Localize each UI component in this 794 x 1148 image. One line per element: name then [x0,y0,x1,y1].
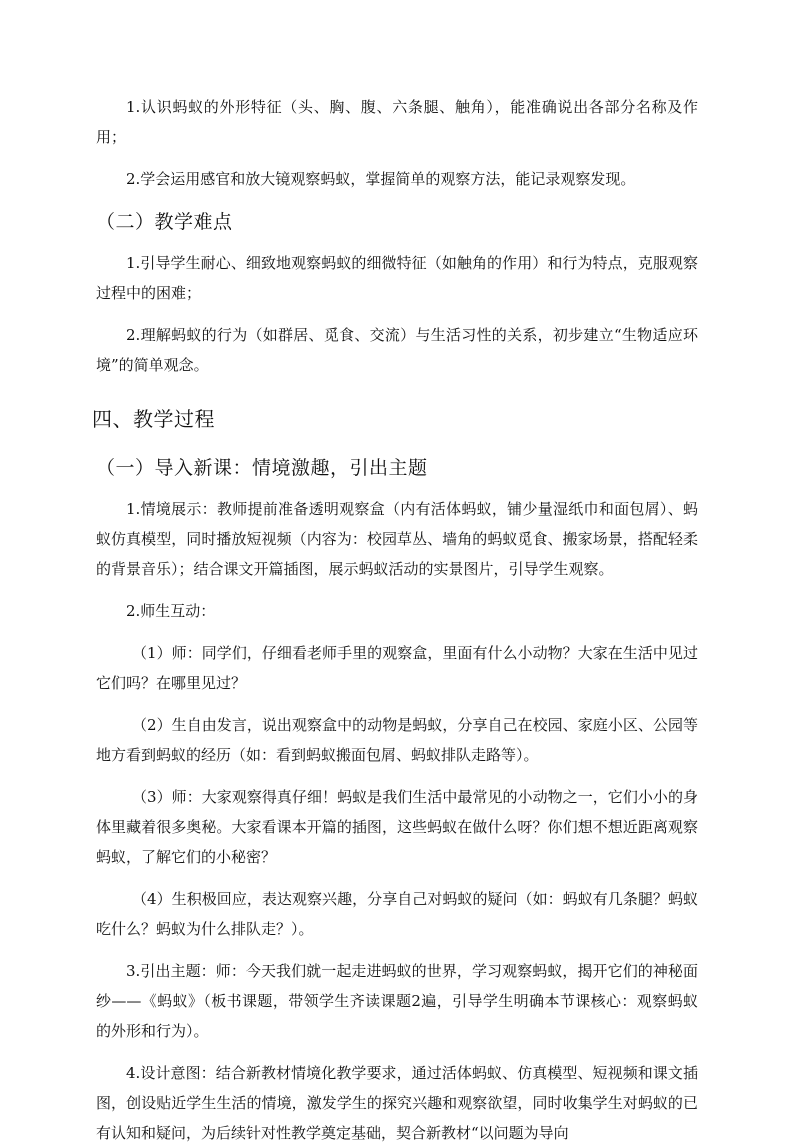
section-heading-difficulty: （二）教学难点 [96,211,233,233]
difficulty-item-2: 2.理解蚂蚁的行为（如群居、觅食、交流）与生活习性的关系，初步建立“生物适应环境”的简单观念。 [96,326,698,374]
section-heading-intro: （一）导入新课：情境激趣，引出主题 [96,457,428,479]
intro-item-3: 3.引出主题：师：今天我们就一起走进蚂蚁的世界，学习观察蚂蚁，揭开它们的神秘面纱——《蚂蚁》（板书课题，带领学生齐读课题2遍，引导学生明确本节课核心：观察蚂蚁的外形和行为）。 [96,962,698,1040]
section-heading-process: 四、教学过程 [92,407,215,431]
objective-item-2: 2.学会运用感官和放大镜观察蚂蚁，掌握简单的观察方法，能记录观察发现。 [126,170,636,188]
interaction-step-3: （3）师：大家观察得真仔细！蚂蚁是我们生活中最常见的小动物之一，它们小小的身体里藏着很多奥秘。大家看课本开篇的插图，这些蚂蚁在做什么呀？你们想不想近距离观察蚂蚁，了解它们的小秘密？ [96,788,698,866]
intro-item-1: 1.情境展示：教师提前准备透明观察盒（内有活体蚂蚁，铺少量湿纸巾和面包屑）、蚂蚁仿真模型，同时播放短视频（内容为：校园草丛、墙角的蚂蚁觅食、搬家场景，搭配轻柔的背景音乐）；结合课文开篇插图，展示蚂蚁活动的实景图片，引导学生观察。 [96,500,698,578]
intro-item-2: 2.师生互动： [126,602,216,620]
interaction-step-2: （2）生自由发言，说出观察盒中的动物是蚂蚁，分享自己在校园、家庭小区、公园等地方看到蚂蚁的经历（如：看到蚂蚁搬面包屑、蚂蚁排队走路等）。 [96,716,698,764]
interaction-step-1: （1）师：同学们，仔细看老师手里的观察盒，里面有什么小动物？大家在生活中见过它们吗？在哪里见过？ [96,644,698,692]
objective-item-1: 1.认识蚂蚁的外形特征（头、胸、腹、六条腿、触角），能准确说出各部分名称及作用； [96,98,698,146]
intro-item-4: 4.设计意图：结合新教材情境化教学要求，通过活体蚂蚁、仿真模型、短视频和课文插图，创设贴近学生生活的情境，激发学生的探究兴趣和观察欲望，同时收集学生对蚂蚁的已有认知和疑问，为后续针对性教学奠定基础，契合新教材“以问题为导向 [96,1064,698,1142]
interaction-step-4: （4）生积极回应，表达观察兴趣，分享自己对蚂蚁的疑问（如：蚂蚁有几条腿？蚂蚁吃什么？蚂蚁为什么排队走？）。 [96,890,698,938]
difficulty-item-1: 1.引导学生耐心、细致地观察蚂蚁的细微特征（如触角的作用）和行为特点，克服观察过程中的困难； [96,254,698,302]
